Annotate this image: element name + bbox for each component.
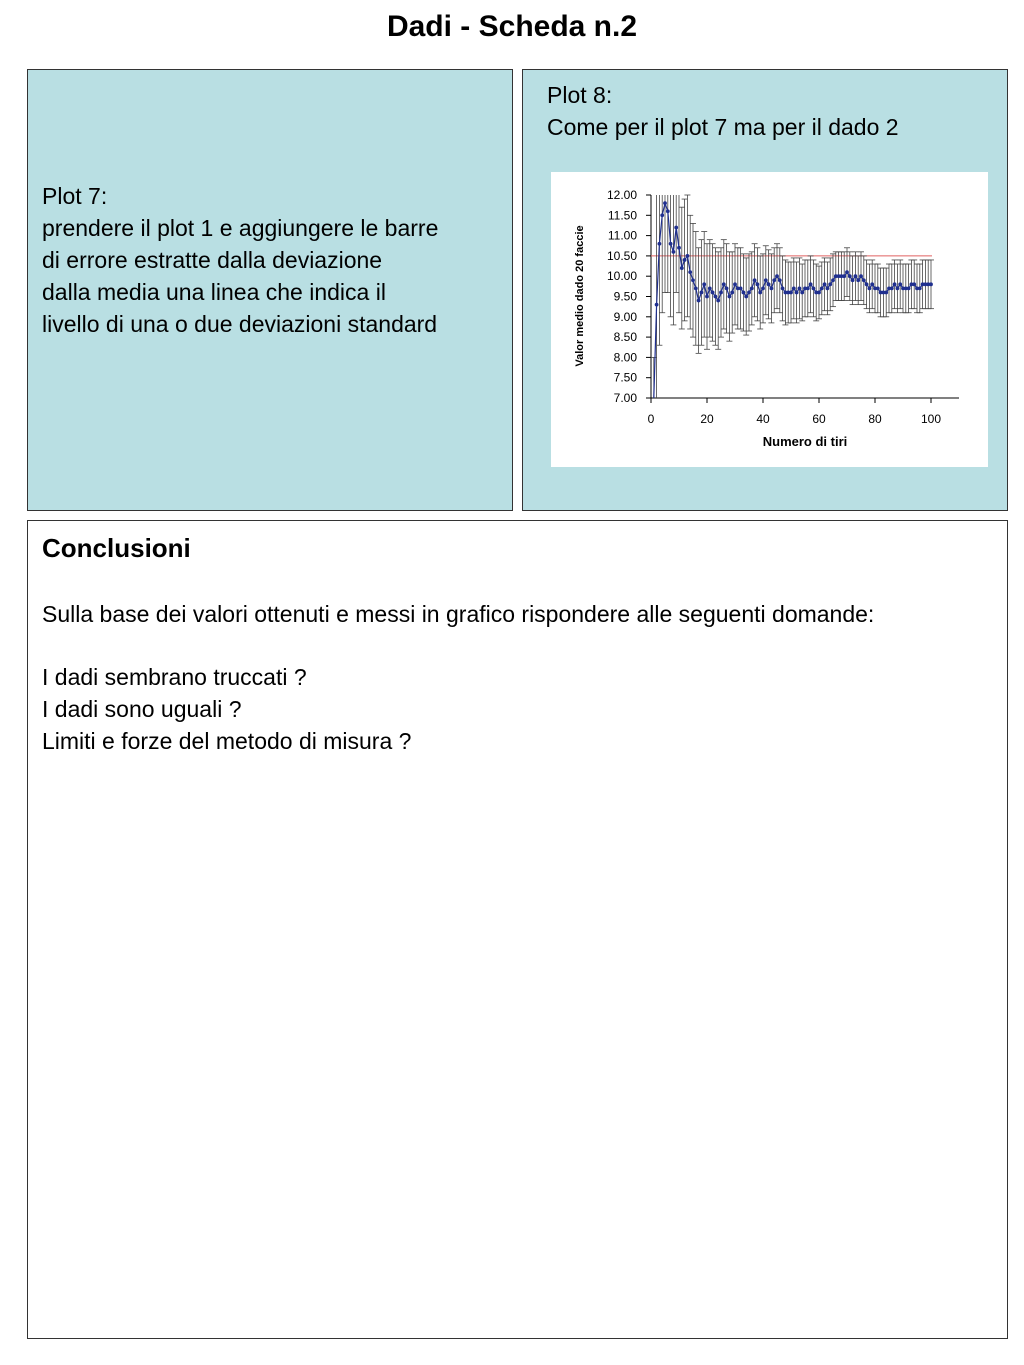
plot7-panel (27, 69, 513, 511)
data-point (686, 254, 690, 258)
data-point (820, 286, 824, 290)
data-point (795, 291, 799, 295)
data-point (823, 282, 827, 286)
data-point (842, 274, 846, 278)
data-point (929, 282, 933, 286)
data-point (856, 278, 860, 282)
questions-list (42, 661, 411, 757)
data-point (672, 250, 676, 254)
data-point (728, 295, 732, 299)
data-point (812, 286, 816, 290)
data-point (764, 278, 768, 282)
data-point (716, 299, 720, 303)
plot7-line: di errore estratte dalla deviazione (42, 247, 383, 273)
data-point (884, 291, 888, 295)
x-tick-label: 0 (647, 412, 655, 426)
data-point (708, 286, 712, 290)
data-point (711, 291, 715, 295)
x-tick-label: 20 (700, 412, 714, 426)
data-point (691, 278, 695, 282)
data-point (831, 278, 835, 282)
data-point (854, 274, 858, 278)
plot7-line: prendere il plot 1 e aggiungere le barre (42, 215, 439, 241)
y-axis-label: Valor medio dado 20 faccie (574, 225, 586, 367)
data-point (739, 286, 743, 290)
y-tick-label: 10.00 (606, 269, 637, 284)
data-point (694, 286, 698, 290)
data-point (688, 270, 692, 274)
x-tick-label: 60 (812, 412, 826, 426)
data-point (677, 246, 681, 250)
data-point (750, 286, 754, 290)
plot7-text (42, 180, 512, 340)
data-point (761, 286, 765, 290)
data-point (851, 278, 855, 282)
data-point (859, 274, 863, 278)
data-point (756, 282, 760, 286)
y-tick-label: 9.50 (613, 289, 637, 304)
data-point (898, 282, 902, 286)
data-point (655, 303, 659, 307)
data-point (896, 286, 900, 290)
data-point (722, 282, 726, 286)
data-point (800, 291, 804, 295)
y-tick-label: 7.00 (613, 391, 637, 405)
x-tick-label: 40 (756, 412, 770, 426)
x-tick-label: 100 (920, 412, 942, 426)
y-tick-label: 12.00 (606, 188, 637, 202)
data-point (747, 291, 751, 295)
data-point (778, 278, 782, 282)
data-point (876, 286, 880, 290)
data-point (848, 274, 852, 278)
y-tick-label: 11.00 (607, 228, 637, 243)
data-point (809, 282, 813, 286)
question-item: I dadi sono uguali ? (42, 696, 242, 722)
data-point (758, 291, 762, 295)
question-item: I dadi sembrano truccati ? (42, 664, 307, 690)
data-point (868, 286, 872, 290)
data-point (865, 282, 869, 286)
data-point (733, 282, 737, 286)
data-point (798, 286, 802, 290)
series-line (654, 203, 931, 398)
data-point (742, 291, 746, 295)
data-point (663, 201, 667, 205)
data-point (660, 213, 664, 217)
data-point (781, 286, 785, 290)
y-tick-label: 8.50 (613, 330, 637, 345)
data-point (680, 266, 684, 270)
data-point (817, 291, 821, 295)
data-point (792, 286, 796, 290)
data-point (658, 242, 662, 246)
mean-value-chart (551, 172, 988, 467)
page-title: Dadi - Scheda n.2 (386, 10, 638, 43)
x-tick-label: 80 (868, 412, 882, 426)
plot7-line: livello di una o due deviazioni standard (42, 311, 438, 337)
data-point (806, 286, 810, 290)
data-point (772, 278, 776, 282)
question-item: Limiti e forze del metodo di misura ? (42, 728, 412, 754)
data-point (918, 286, 922, 290)
data-point (753, 278, 757, 282)
data-point (697, 299, 701, 303)
data-point (890, 286, 894, 290)
plot8-description: Come per il plot 7 ma per il dado 2 (547, 114, 899, 140)
y-tick-label: 8.00 (613, 350, 637, 365)
data-point (744, 295, 748, 299)
data-point (767, 282, 771, 286)
data-point (674, 226, 678, 230)
data-point (666, 209, 670, 213)
data-point (828, 282, 832, 286)
y-tick-label: 11.50 (607, 208, 637, 223)
data-point (725, 286, 729, 290)
x-axis-label: Numero di tiri (762, 434, 848, 449)
data-point (893, 282, 897, 286)
data-point (862, 278, 866, 282)
plot8-panel (522, 69, 1008, 511)
data-point (700, 291, 704, 295)
plot8-text (547, 79, 997, 143)
data-point (683, 258, 687, 262)
data-point (845, 270, 849, 274)
data-point (770, 286, 774, 290)
y-tick-label: 10.50 (606, 248, 637, 263)
chart-container (551, 172, 988, 467)
data-point (719, 291, 723, 295)
y-tick-label: 9.00 (613, 309, 637, 324)
data-point (714, 295, 718, 299)
data-point (669, 242, 673, 246)
plot7-label: Plot 7: (42, 183, 108, 209)
conclusions-intro: Sulla base dei valori ottenuti e messi in grafico rispondere alle seguenti domande: (42, 601, 875, 627)
y-tick-label: 7.50 (613, 370, 637, 385)
data-point (730, 291, 734, 295)
conclusions-title: Conclusioni (42, 533, 191, 563)
data-point (702, 282, 706, 286)
data-point (907, 286, 911, 290)
data-point (705, 295, 709, 299)
plot8-label: Plot 8: (547, 82, 613, 108)
data-point (826, 286, 830, 290)
data-point (775, 274, 779, 278)
conclusions-panel (27, 520, 1008, 1339)
plot7-line: dalla media una linea che indica il (42, 279, 386, 305)
data-point (870, 282, 874, 286)
data-point (789, 291, 793, 295)
data-point (912, 282, 916, 286)
